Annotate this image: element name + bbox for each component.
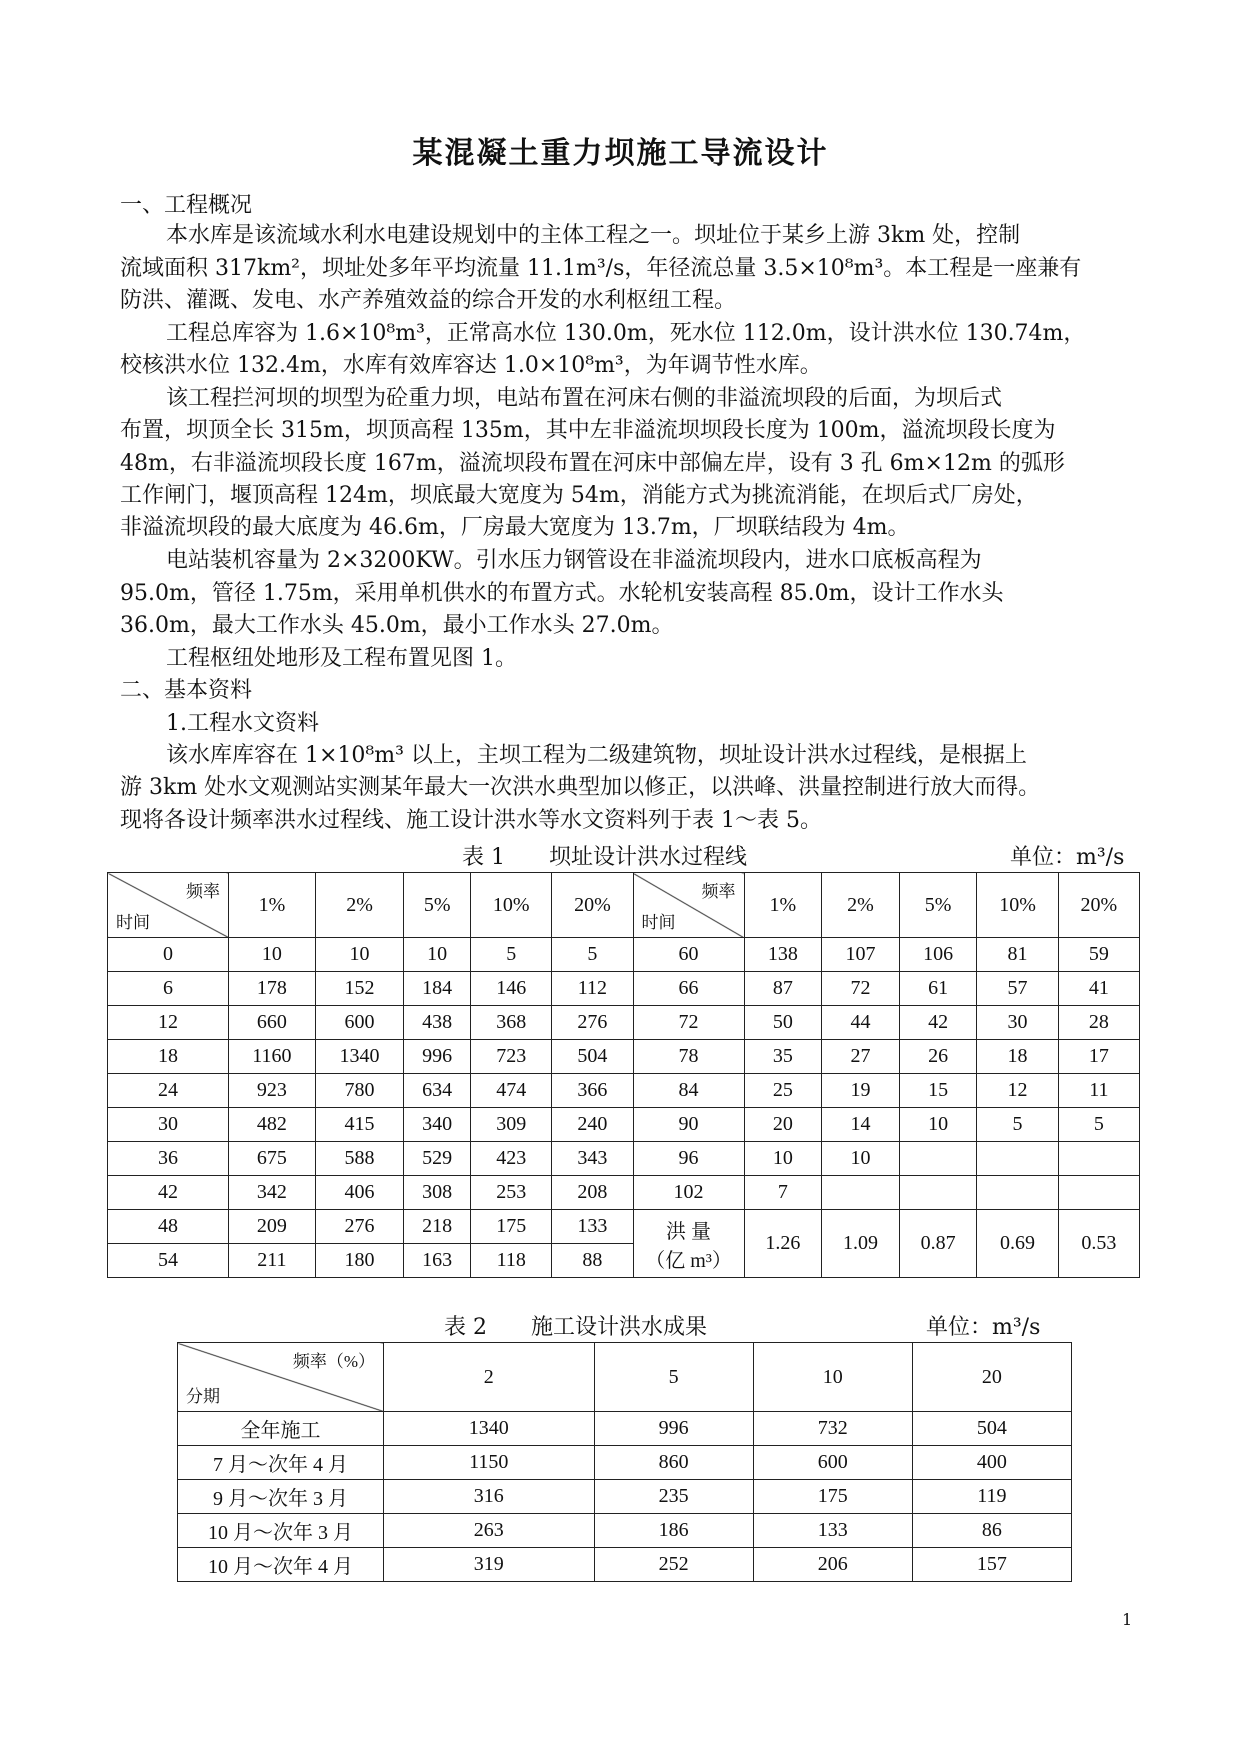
table-cell: 780 (315, 1074, 403, 1108)
corner-top-label: 频率 (701, 882, 736, 901)
table-row (178, 1480, 1072, 1514)
table-cell: 2% (315, 873, 403, 938)
table-cell: 18 (108, 1040, 229, 1074)
table1-flood-hydrograph (107, 872, 1140, 1278)
table-cell: 340 (404, 1108, 471, 1142)
table-cell: 723 (471, 1040, 552, 1074)
table-cell: 24 (108, 1074, 229, 1108)
table-cell: 474 (471, 1074, 552, 1108)
table-cell: 112 (552, 972, 633, 1006)
corner-top-label: 频率（%） (292, 1352, 375, 1371)
table-cell: 5 (977, 1108, 1058, 1142)
table-row (108, 1176, 1140, 1210)
table-corner-header (178, 1343, 384, 1412)
table-cell: 438 (404, 1006, 471, 1040)
table-cell: 5 (471, 938, 552, 972)
table-cell (899, 1176, 977, 1210)
table-cell: 175 (753, 1480, 912, 1514)
table-cell: 107 (822, 938, 900, 972)
table-cell: 1150 (384, 1446, 595, 1480)
table-cell: 10% (471, 873, 552, 938)
table-cell: 860 (594, 1446, 753, 1480)
table-cell (899, 1142, 977, 1176)
page-number: 1 (1122, 1610, 1133, 1629)
table-cell: 0.87 (899, 1210, 977, 1278)
table-cell: 10 (404, 938, 471, 972)
table-cell: 600 (753, 1446, 912, 1480)
text-line: 工程总库容为 1.6×10⁸m³，正常高水位 130.0m，死水位 112.0m，设计洪水位 130.74m， (166, 321, 1086, 346)
table-cell: 50 (744, 1006, 822, 1040)
table-cell: 106 (899, 938, 977, 972)
table-cell: 7 (744, 1176, 822, 1210)
table-cell (977, 1176, 1058, 1210)
table-cell: 10 月～次年 4 月 (178, 1548, 384, 1582)
table-cell: 342 (229, 1176, 316, 1210)
table-cell: 996 (594, 1412, 753, 1446)
table-cell: 5 (552, 938, 633, 972)
text-line: 工程枢纽处地形及工程布置见图 1。 (166, 646, 517, 671)
table-cell: 675 (229, 1142, 316, 1176)
table-row (108, 1040, 1140, 1074)
table-cell: 72 (633, 1006, 744, 1040)
table-cell: 57 (977, 972, 1058, 1006)
table-cell: 504 (552, 1040, 633, 1074)
table-cell: 186 (594, 1514, 753, 1548)
text-line: 一、工程概况 (120, 193, 253, 218)
text-line: 现将各设计频率洪水过程线、施工设计洪水等水文资料列于表 1～表 5。 (120, 808, 822, 833)
table-cell: 1.26 (744, 1210, 822, 1278)
table-cell: 18 (977, 1040, 1058, 1074)
text-line: 二、基本资料 (120, 678, 253, 703)
table-cell: 209 (229, 1210, 316, 1244)
table-cell: 634 (404, 1074, 471, 1108)
table-cell: 36 (108, 1142, 229, 1176)
table-cell: 923 (229, 1074, 316, 1108)
table-cell: 5 (1058, 1108, 1139, 1142)
table-cell: 26 (899, 1040, 977, 1074)
table-cell: 0.69 (977, 1210, 1058, 1278)
text-line: 本水库是该流域水利水电建设规划中的主体工程之一。坝址位于某乡上游 3km 处，控制 (166, 223, 1021, 248)
table-cell: 60 (633, 938, 744, 972)
text-line: 该工程拦河坝的坝型为砼重力坝，电站布置在河床右侧的非溢流坝段的后面，为坝后式 (166, 386, 1003, 411)
table2-unit: 单位：m³/s (926, 1315, 1041, 1340)
table-cell: 240 (552, 1108, 633, 1142)
corner-top-label: 频率 (186, 882, 220, 901)
text-line: 36.0m，最大工作水头 45.0m，最小工作水头 27.0m。 (120, 613, 674, 638)
table-cell: 5% (899, 873, 977, 938)
table-cell: 15 (899, 1074, 977, 1108)
table-cell: 72 (822, 972, 900, 1006)
table-cell: 175 (471, 1210, 552, 1244)
table-cell: 133 (753, 1514, 912, 1548)
table2-construction-flood (177, 1342, 1072, 1582)
table-cell: 87 (744, 972, 822, 1006)
table-cell: 146 (471, 972, 552, 1006)
table-cell: 732 (753, 1412, 912, 1446)
table-cell: 27 (822, 1040, 900, 1074)
table-cell: 7 月～次年 4 月 (178, 1446, 384, 1480)
table-cell: 276 (552, 1006, 633, 1040)
table-cell: 10% (977, 873, 1058, 938)
table-row (108, 1006, 1140, 1040)
table-cell: 600 (315, 1006, 403, 1040)
table-cell: 96 (633, 1142, 744, 1176)
table-cell: 343 (552, 1142, 633, 1176)
table-row (108, 972, 1140, 1006)
table-cell: 2 (384, 1343, 595, 1412)
table-cell: 0 (108, 938, 229, 972)
text-line: 电站装机容量为 2×3200KW。引水压力钢管设在非溢流坝段内，进水口底板高程为 (166, 548, 982, 573)
table-cell: 61 (899, 972, 977, 1006)
table-cell: 180 (315, 1244, 403, 1278)
table-row (108, 1108, 1140, 1142)
text-line: 校核洪水位 132.4m，水库有效库容达 1.0×10⁸m³，为年调节性水库。 (120, 353, 822, 378)
table-cell: 482 (229, 1108, 316, 1142)
table1-unit: 单位：m³/s (1010, 845, 1125, 870)
table-row (108, 938, 1140, 972)
table-cell: 368 (471, 1006, 552, 1040)
table-cell: 157 (912, 1548, 1071, 1582)
table-row (178, 1446, 1072, 1480)
table-cell: 118 (471, 1244, 552, 1278)
table-cell: 10 (822, 1142, 900, 1176)
text-line: 布置，坝顶全长 315m，坝顶高程 135m，其中左非溢流坝坝段长度为 100m，溢流坝段长度为 (120, 418, 1056, 443)
table-cell: 138 (744, 938, 822, 972)
table-cell: 10 (753, 1343, 912, 1412)
table-cell: 996 (404, 1040, 471, 1074)
table-cell: 11 (1058, 1074, 1139, 1108)
table-row (108, 1210, 1140, 1244)
table-cell (977, 1142, 1058, 1176)
text-line: 防洪、灌溉、发电、水产养殖效益的综合开发的水利枢纽工程。 (120, 288, 737, 313)
table-cell: 319 (384, 1548, 595, 1582)
table-cell: 0.53 (1058, 1210, 1139, 1278)
table-cell: 14 (822, 1108, 900, 1142)
table-cell: 211 (229, 1244, 316, 1278)
text-line: 95.0m，管径 1.75m，采用单机供水的布置方式。水轮机安装高程 85.0m，设计工作水头 (120, 581, 1004, 606)
table-cell: 1% (744, 873, 822, 938)
table-cell: 1.09 (822, 1210, 900, 1278)
table-cell: 415 (315, 1108, 403, 1142)
table-cell: 20 (912, 1343, 1071, 1412)
document-title: 某混凝土重力坝施工导流设计 (412, 136, 829, 171)
text-line: 48m，右非溢流坝段长度 167m，溢流坝段布置在河床中部偏左岸，设有 3 孔 6m×12m 的弧形 (120, 451, 1065, 476)
table-cell: 316 (384, 1480, 595, 1514)
table-cell: 42 (899, 1006, 977, 1040)
table-cell: 25 (744, 1074, 822, 1108)
table-cell: 10 (229, 938, 316, 972)
table-corner-header (633, 873, 744, 938)
table-cell: 12 (108, 1006, 229, 1040)
table-row (108, 1074, 1140, 1108)
corner-bottom-label: 分期 (186, 1387, 220, 1406)
table-cell: 10 (744, 1142, 822, 1176)
table-cell: 66 (633, 972, 744, 1006)
table-cell: 20% (552, 873, 633, 938)
table-cell: 178 (229, 972, 316, 1006)
table-cell: 184 (404, 972, 471, 1006)
table-cell: 588 (315, 1142, 403, 1176)
table-row (108, 1142, 1140, 1176)
text-line: 该水库库容在 1×10⁸m³ 以上，主坝工程为二级建筑物，坝址设计洪水过程线，是根据上 (166, 743, 1027, 768)
table-cell: 41 (1058, 972, 1139, 1006)
table-cell: 78 (633, 1040, 744, 1074)
table-cell: 59 (1058, 938, 1139, 972)
volume-label-line: 洪 量 (666, 1220, 712, 1243)
table-cell: 1340 (315, 1040, 403, 1074)
table-row (178, 1548, 1072, 1582)
table-cell: 206 (753, 1548, 912, 1582)
table-cell: 400 (912, 1446, 1071, 1480)
table-cell: 84 (633, 1074, 744, 1108)
table-cell: 163 (404, 1244, 471, 1278)
text-line: 非溢流坝段的最大底度为 46.6m，厂房最大宽度为 13.7m，厂坝联结段为 4m。 (120, 515, 910, 540)
table-cell: 660 (229, 1006, 316, 1040)
table-cell: 20% (1058, 873, 1139, 938)
table-cell: 252 (594, 1548, 753, 1582)
table-cell (1058, 1142, 1139, 1176)
table-cell (822, 1176, 900, 1210)
table-cell: 5 (594, 1343, 753, 1412)
text-line: 工作闸门，堰顶高程 124m，坝底最大宽度为 54m，消能方式为挑流消能，在坝后式厂房处， (120, 483, 1038, 508)
table-cell: 119 (912, 1480, 1071, 1514)
table-cell: 48 (108, 1210, 229, 1244)
text-line: 流域面积 317km²，坝址处多年平均流量 11.1m³/s，年径流总量 3.5×10⁸m³。本工程是一座兼有 (120, 256, 1082, 281)
table-cell: 2% (822, 873, 900, 938)
table-cell: 9 月～次年 3 月 (178, 1480, 384, 1514)
table-cell: 152 (315, 972, 403, 1006)
table-cell: 54 (108, 1244, 229, 1278)
table-cell: 90 (633, 1108, 744, 1142)
table-cell: 1% (229, 873, 316, 938)
table-cell: 102 (633, 1176, 744, 1210)
corner-bottom-label: 时间 (641, 913, 676, 932)
table-cell: 35 (744, 1040, 822, 1074)
table-cell: 504 (912, 1412, 1071, 1446)
table-cell: 10 (899, 1108, 977, 1142)
table-cell: 42 (108, 1176, 229, 1210)
table-cell: 423 (471, 1142, 552, 1176)
table-row (178, 1514, 1072, 1548)
table-cell: 235 (594, 1480, 753, 1514)
volume-unit-line: （亿 m³） (645, 1249, 732, 1272)
table-cell: 406 (315, 1176, 403, 1210)
table1-caption: 表 1 坝址设计洪水过程线 (462, 845, 747, 870)
table-cell: 44 (822, 1006, 900, 1040)
table-cell: 10 (315, 938, 403, 972)
table2-caption: 表 2 施工设计洪水成果 (444, 1315, 707, 1340)
table-cell: 133 (552, 1210, 633, 1244)
table-cell: 17 (1058, 1040, 1139, 1074)
table-cell: 10 月～次年 3 月 (178, 1514, 384, 1548)
table-cell (1058, 1176, 1139, 1210)
table-row (178, 1412, 1072, 1446)
table-cell: 30 (977, 1006, 1058, 1040)
table-cell: 276 (315, 1210, 403, 1244)
table-cell: 全年施工 (178, 1412, 384, 1446)
table-cell: 86 (912, 1514, 1071, 1548)
table-header-row (108, 873, 1140, 938)
table-cell: 529 (404, 1142, 471, 1176)
table-cell: 30 (108, 1108, 229, 1142)
volume-label (633, 1210, 744, 1278)
table-cell: 253 (471, 1176, 552, 1210)
table-cell: 20 (744, 1108, 822, 1142)
table-cell: 366 (552, 1074, 633, 1108)
table-cell: 263 (384, 1514, 595, 1548)
table-cell: 81 (977, 938, 1058, 972)
table-cell: 12 (977, 1074, 1058, 1108)
table-cell: 218 (404, 1210, 471, 1244)
corner-bottom-label: 时间 (116, 913, 150, 932)
table-cell: 1160 (229, 1040, 316, 1074)
table-cell: 309 (471, 1108, 552, 1142)
table-cell: 5% (404, 873, 471, 938)
text-line: 1.工程水文资料 (166, 711, 319, 736)
table-corner-header (108, 873, 229, 938)
text-line: 游 3km 处水文观测站实测某年最大一次洪水典型加以修正，以洪峰、洪量控制进行放大而得。 (120, 775, 1041, 800)
table-cell: 208 (552, 1176, 633, 1210)
table-cell: 28 (1058, 1006, 1139, 1040)
table-cell: 88 (552, 1244, 633, 1278)
table-cell: 308 (404, 1176, 471, 1210)
table-cell: 19 (822, 1074, 900, 1108)
table-header-row (178, 1343, 1072, 1412)
table-cell: 1340 (384, 1412, 595, 1446)
table-cell: 6 (108, 972, 229, 1006)
